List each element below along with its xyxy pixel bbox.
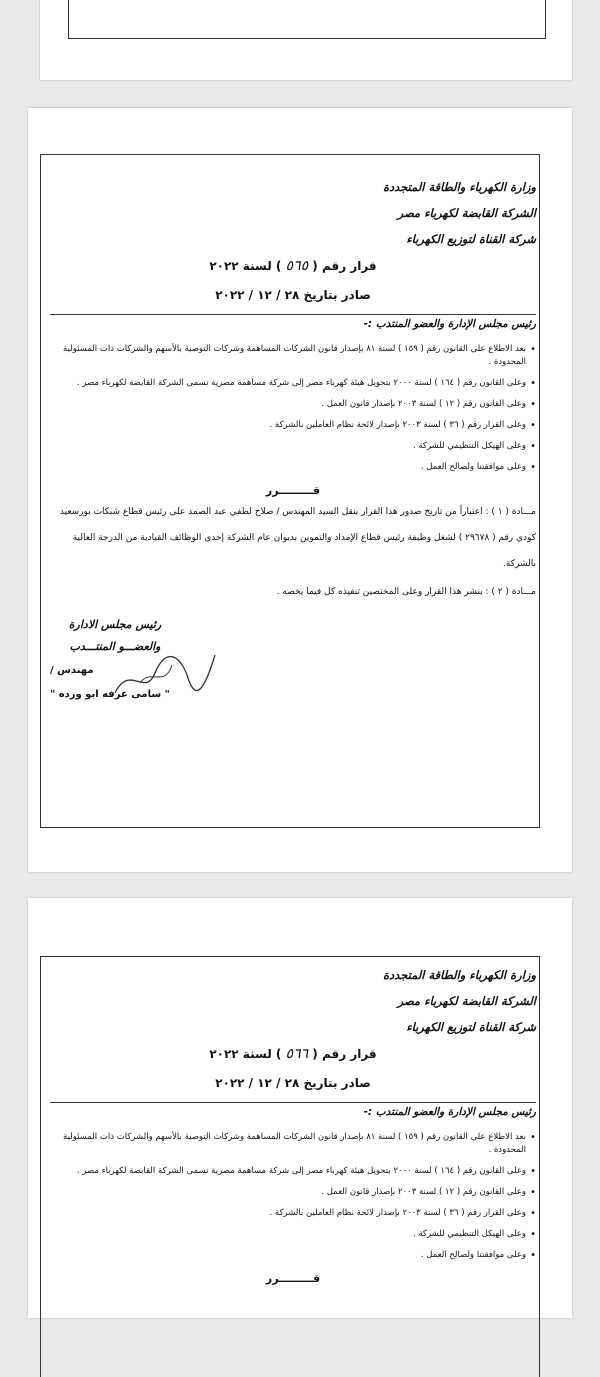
signatory-title-2: والعضـــو المنتـــدب bbox=[69, 640, 161, 653]
list-item: • وعلى القرار رقم ( ٣٦ ) لسنة ٢٠٠٣ بإصدار لائحة نظام العاملين بالشركة . bbox=[50, 1207, 536, 1220]
decision-label: قرار رقم ( bbox=[312, 259, 377, 273]
document-page-1 bbox=[28, 108, 572, 872]
issue-date: صادر بتاريخ ٢٨ / ١٢ / ٢٠٢٢ bbox=[215, 1076, 371, 1090]
list-item: • وعلى موافقتنا ولصالح العمل . bbox=[50, 1249, 536, 1262]
decision-number: ٥٦٦ bbox=[285, 1046, 309, 1062]
list-item: • وعلى القرار رقم ( ٣٦ ) لسنة ٢٠٠٣ بإصدار لائحة نظام العاملين بالشركة . bbox=[50, 419, 536, 432]
list-item: • وعلى القانون رقم ( ١٦٤ ) لسنة ٢٠٠٠ بتحويل هيئة كهرباء مصر إلى شركة مساهمة مصرية تسمى الشركة القابضة لكهرباء مصر . bbox=[50, 1165, 536, 1178]
signatory-title-1: رئيس مجلس الادارة bbox=[68, 618, 162, 631]
decision-document bbox=[50, 174, 536, 713]
preamble-list bbox=[50, 343, 536, 474]
page-border bbox=[68, 0, 546, 39]
article-2: مـــادة ( ٢ ) : ينشر هذا القرار وعلى المختصين تنفيذه كل فيما يخصه . bbox=[276, 587, 536, 597]
article-1: مـــادة ( ١ ) : اعتباراً من تاريخ صدور هذا القرار ينقل السيد المهندس / صلاح لطفي عبد الصمد على رئيس قطاع شبكات بورسعيد كودي رقم ( ٢٩٦٧٨ ) لشغل وظيفة رئيس قطاع الإمداد والتموين بديوان عام الشركة إحدى الوظائف القيادية من الدرجة العالية بالشركة. bbox=[59, 507, 536, 569]
issue-date: صادر بتاريخ ٢٨ / ١٢ / ٢٠٢٢ bbox=[215, 288, 371, 302]
chair-heading: رئيس مجلس الإدارة والعضو المنتدب :- bbox=[50, 314, 536, 330]
list-item: • وعلى القانون رقم ( ١٢ ) لسنة ٢٠٠٣ بإصدار قانون العمل . bbox=[50, 398, 536, 411]
list-item: • وعلى القانون رقم ( ١٦٤ ) لسنة ٢٠٠٠ بتحويل هيئة كهرباء مصر إلى شركة مساهمة مصرية تسمى الشركة القابضة لكهرباء مصر . bbox=[50, 377, 536, 390]
list-item: • بعد الاطلاع على القانون رقم ( ١٥٩ ) لسنة ٨١ بإصدار قانون الشركات المساهمة وشركات التوصية بالأسهم والشركات ذات المسئولية المحدودة . bbox=[50, 1131, 536, 1157]
company-name: الشركة القابضة لكهرباء مصر bbox=[397, 206, 536, 220]
division-name: شركة القناة لتوزيع الكهرباء bbox=[406, 232, 536, 246]
decision-number: ٥٦٥ bbox=[285, 258, 309, 274]
decides-heading: قـــــــــرر bbox=[265, 1272, 321, 1285]
decision-label: قرار رقم ( bbox=[312, 1047, 377, 1061]
division-name: شركة القناة لتوزيع الكهرباء bbox=[406, 1020, 536, 1034]
decision-number-line bbox=[50, 1046, 536, 1062]
chair-heading: رئيس مجلس الإدارة والعضو المنتدب :- bbox=[50, 1102, 536, 1118]
list-item: • وعلى القانون رقم ( ١٢ ) لسنة ٢٠٠٣ بإصدار قانون العمل . bbox=[50, 1186, 536, 1199]
company-name: الشركة القابضة لكهرباء مصر bbox=[397, 994, 536, 1008]
handwritten-signature bbox=[110, 643, 220, 703]
page-top-partial bbox=[40, 0, 572, 80]
signatory-name: " سامى عرفه ابو ورده " bbox=[50, 689, 170, 700]
decision-year: ) لسنة ٢٠٢٢ bbox=[209, 1047, 282, 1061]
preamble-list bbox=[50, 1131, 536, 1262]
signature-block bbox=[50, 613, 536, 713]
decision-document bbox=[50, 962, 536, 1285]
decision-number-line bbox=[50, 258, 536, 274]
document-page-2 bbox=[28, 898, 572, 1318]
ministry-name: وزارة الكهرباء والطاقة المتجددة bbox=[383, 180, 536, 194]
list-item: • وعلى الهيكل التنظيمي للشركة . bbox=[50, 1228, 536, 1241]
decision-year: ) لسنة ٢٠٢٢ bbox=[209, 259, 282, 273]
list-item: • وعلى الهيكل التنظيمي للشركة . bbox=[50, 440, 536, 453]
ministry-name: وزارة الكهرباء والطاقة المتجددة bbox=[383, 968, 536, 982]
list-item: • وعلى موافقتنا ولصالح العمل . bbox=[50, 461, 536, 474]
list-item: • بعد الاطلاع على القانون رقم ( ١٥٩ ) لسنة ٨١ بإصدار قانون الشركات المساهمة وشركات التوصية بالأسهم والشركات ذات المسئولية المحدودة . bbox=[50, 343, 536, 369]
signatory-prefix: مهندس / bbox=[50, 665, 94, 676]
decides-heading: قـــــــــرر bbox=[265, 484, 321, 497]
